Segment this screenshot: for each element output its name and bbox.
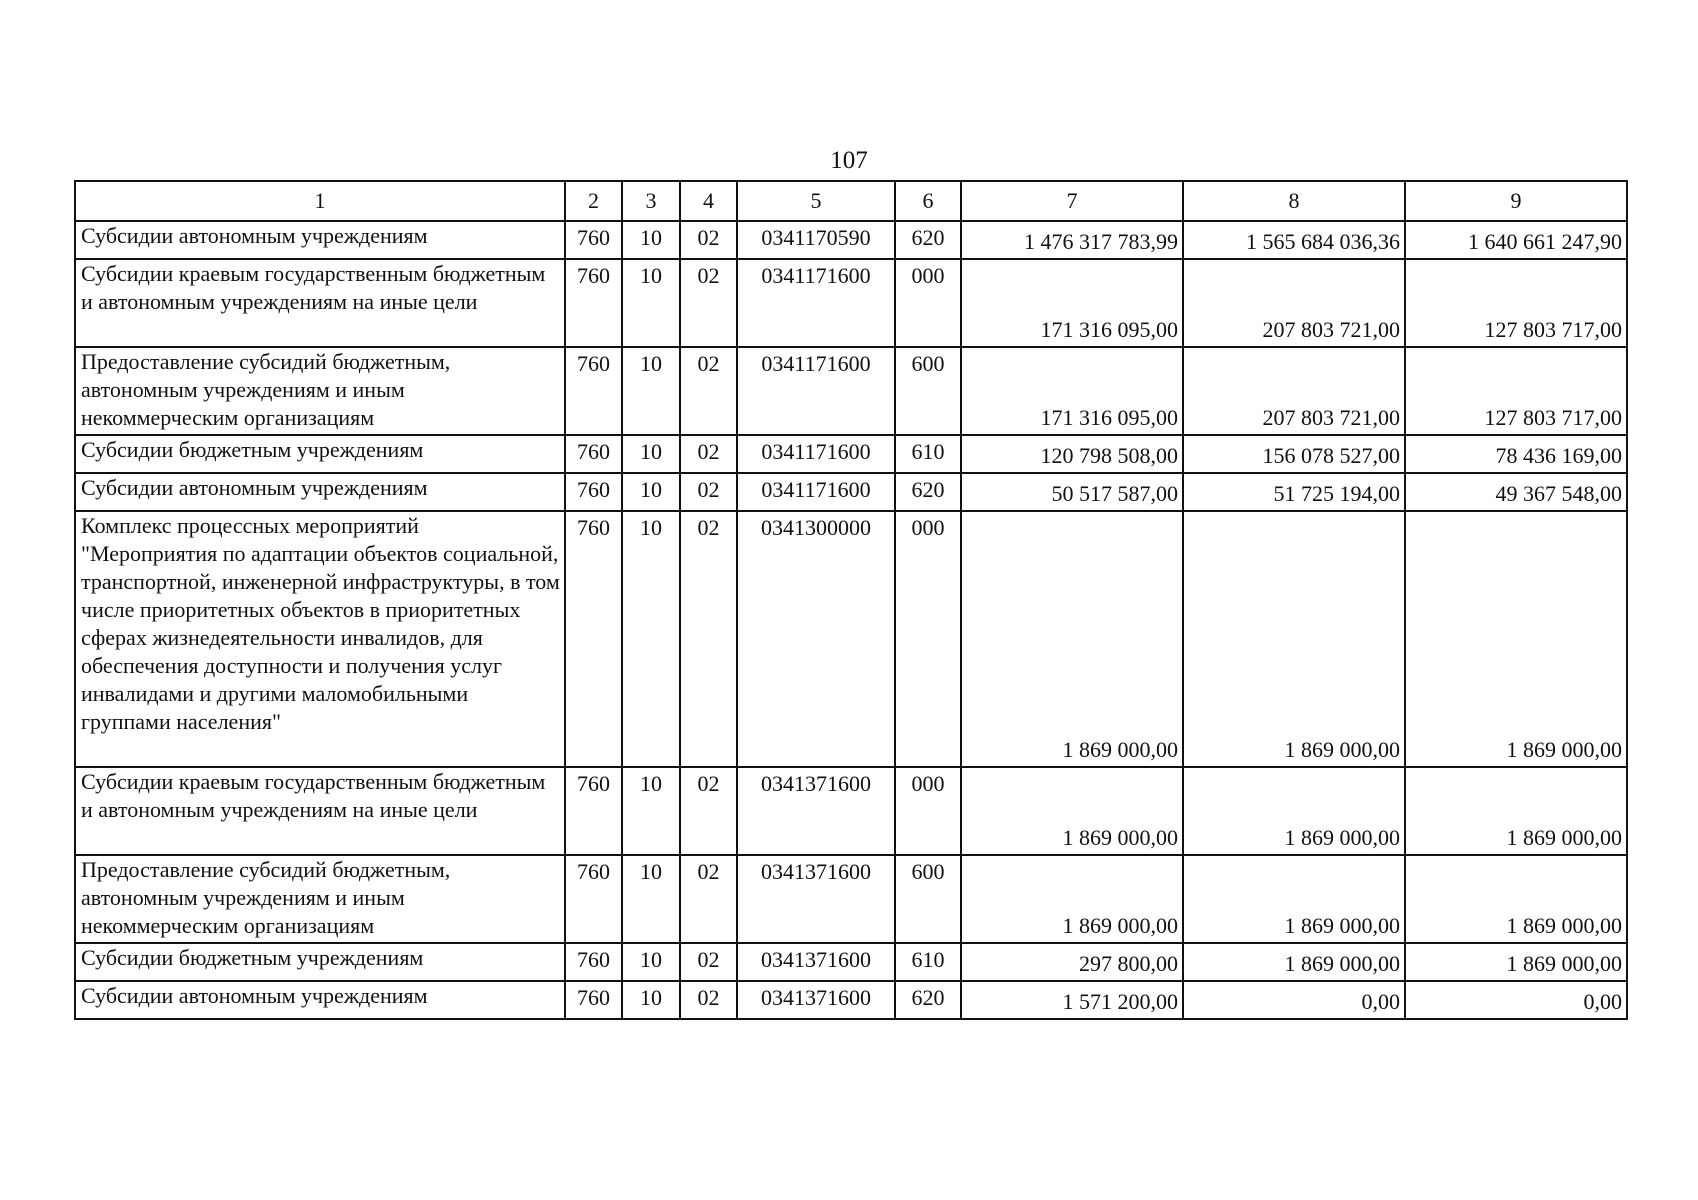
row-col-5: 0341171600 (737, 435, 895, 473)
table-row (75, 981, 1627, 1019)
row-col-6: 600 (895, 855, 961, 943)
row-col-6: 620 (895, 221, 961, 259)
row-col-4: 02 (680, 473, 737, 511)
row-name: Субсидии автономным учреждениям (75, 473, 565, 511)
row-col-2: 760 (565, 767, 622, 855)
row-col-5: 0341171600 (737, 473, 895, 511)
row-value-8: 207 803 721,00 (1183, 259, 1405, 347)
row-col-3: 10 (622, 943, 680, 981)
row-col-6: 620 (895, 981, 961, 1019)
row-name: Предоставление субсидий бюджетным, автономным учреждениям и иным некоммерческим организациям (75, 855, 565, 943)
row-name: Субсидии бюджетным учреждениям (75, 943, 565, 981)
budget-table (74, 180, 1628, 1020)
row-name: Субсидии краевым государственным бюджетным и автономным учреждениям на иные цели (75, 767, 565, 855)
row-col-4: 02 (680, 855, 737, 943)
row-value-8: 51 725 194,00 (1183, 473, 1405, 511)
row-col-4: 02 (680, 435, 737, 473)
page-number: 107 (830, 147, 868, 174)
row-col-2: 760 (565, 981, 622, 1019)
row-col-2: 760 (565, 221, 622, 259)
row-col-2: 760 (565, 473, 622, 511)
row-col-3: 10 (622, 855, 680, 943)
row-col-3: 10 (622, 435, 680, 473)
row-name: Предоставление субсидий бюджетным, автономным учреждениям и иным некоммерческим организациям (75, 347, 565, 435)
table-row (75, 855, 1627, 943)
row-value-9: 1 869 000,00 (1405, 855, 1627, 943)
row-col-5: 0341170590 (737, 221, 895, 259)
row-col-3: 10 (622, 767, 680, 855)
row-col-6: 610 (895, 943, 961, 981)
row-col-4: 02 (680, 511, 737, 767)
header-col-2: 2 (565, 181, 622, 221)
header-col-1: 1 (75, 181, 565, 221)
table-row (75, 221, 1627, 259)
header-col-8: 8 (1183, 181, 1405, 221)
row-value-7: 1 869 000,00 (961, 855, 1183, 943)
row-col-4: 02 (680, 767, 737, 855)
header-col-4: 4 (680, 181, 737, 221)
row-col-6: 000 (895, 511, 961, 767)
row-value-9: 49 367 548,00 (1405, 473, 1627, 511)
row-col-5: 0341371600 (737, 855, 895, 943)
row-name: Субсидии бюджетным учреждениям (75, 435, 565, 473)
row-value-8: 1 869 000,00 (1183, 511, 1405, 767)
table-row (75, 259, 1627, 347)
row-value-7: 171 316 095,00 (961, 259, 1183, 347)
row-col-2: 760 (565, 855, 622, 943)
row-col-4: 02 (680, 943, 737, 981)
row-col-6: 620 (895, 473, 961, 511)
row-col-6: 000 (895, 767, 961, 855)
row-value-9: 1 869 000,00 (1405, 511, 1627, 767)
row-value-7: 120 798 508,00 (961, 435, 1183, 473)
row-col-3: 10 (622, 473, 680, 511)
row-col-4: 02 (680, 981, 737, 1019)
row-col-2: 760 (565, 943, 622, 981)
row-value-7: 1 476 317 783,99 (961, 221, 1183, 259)
row-col-3: 10 (622, 347, 680, 435)
header-row (75, 181, 1627, 221)
header-col-5: 5 (737, 181, 895, 221)
row-value-8: 1 869 000,00 (1183, 767, 1405, 855)
row-value-7: 297 800,00 (961, 943, 1183, 981)
row-col-5: 0341300000 (737, 511, 895, 767)
table-row (75, 435, 1627, 473)
row-col-4: 02 (680, 347, 737, 435)
row-col-3: 10 (622, 221, 680, 259)
row-col-5: 0341371600 (737, 767, 895, 855)
row-value-9: 1 869 000,00 (1405, 943, 1627, 981)
row-col-6: 000 (895, 259, 961, 347)
row-value-8: 1 869 000,00 (1183, 855, 1405, 943)
row-value-9: 0,00 (1405, 981, 1627, 1019)
row-col-5: 0341371600 (737, 981, 895, 1019)
row-col-2: 760 (565, 347, 622, 435)
row-value-7: 171 316 095,00 (961, 347, 1183, 435)
row-value-9: 1 869 000,00 (1405, 767, 1627, 855)
row-value-9: 78 436 169,00 (1405, 435, 1627, 473)
table-row (75, 943, 1627, 981)
row-col-4: 02 (680, 221, 737, 259)
header-col-7: 7 (961, 181, 1183, 221)
row-col-4: 02 (680, 259, 737, 347)
row-value-9: 127 803 717,00 (1405, 347, 1627, 435)
table-row (75, 767, 1627, 855)
row-value-7: 1 869 000,00 (961, 511, 1183, 767)
row-col-5: 0341171600 (737, 259, 895, 347)
row-col-6: 600 (895, 347, 961, 435)
row-col-2: 760 (565, 511, 622, 767)
table-row (75, 511, 1627, 767)
header-col-9: 9 (1405, 181, 1627, 221)
row-value-8: 156 078 527,00 (1183, 435, 1405, 473)
row-col-5: 0341371600 (737, 943, 895, 981)
row-name: Комплекс процессных мероприятий "Мероприятия по адаптации объектов социальной, транспортной, инженерной инфраструктуры, в том числе приоритетных объектов в приоритетных сферах жизнедеятельности инвалидов, для обеспечения доступности и получения услуг инвалидами и другими маломобильными группами населения" (75, 511, 565, 767)
row-col-3: 10 (622, 981, 680, 1019)
row-col-6: 610 (895, 435, 961, 473)
table-row (75, 347, 1627, 435)
row-col-2: 760 (565, 435, 622, 473)
row-col-3: 10 (622, 511, 680, 767)
row-value-8: 1 565 684 036,36 (1183, 221, 1405, 259)
row-col-5: 0341171600 (737, 347, 895, 435)
row-col-3: 10 (622, 259, 680, 347)
row-col-2: 760 (565, 259, 622, 347)
row-name: Субсидии автономным учреждениям (75, 981, 565, 1019)
row-value-9: 127 803 717,00 (1405, 259, 1627, 347)
row-value-9: 1 640 661 247,90 (1405, 221, 1627, 259)
row-value-8: 0,00 (1183, 981, 1405, 1019)
row-value-7: 1 571 200,00 (961, 981, 1183, 1019)
row-value-7: 50 517 587,00 (961, 473, 1183, 511)
header-col-6: 6 (895, 181, 961, 221)
row-value-8: 207 803 721,00 (1183, 347, 1405, 435)
header-col-3: 3 (622, 181, 680, 221)
row-value-8: 1 869 000,00 (1183, 943, 1405, 981)
row-name: Субсидии краевым государственным бюджетным и автономным учреждениям на иные цели (75, 259, 565, 347)
table-row (75, 473, 1627, 511)
row-name: Субсидии автономным учреждениям (75, 221, 565, 259)
row-value-7: 1 869 000,00 (961, 767, 1183, 855)
